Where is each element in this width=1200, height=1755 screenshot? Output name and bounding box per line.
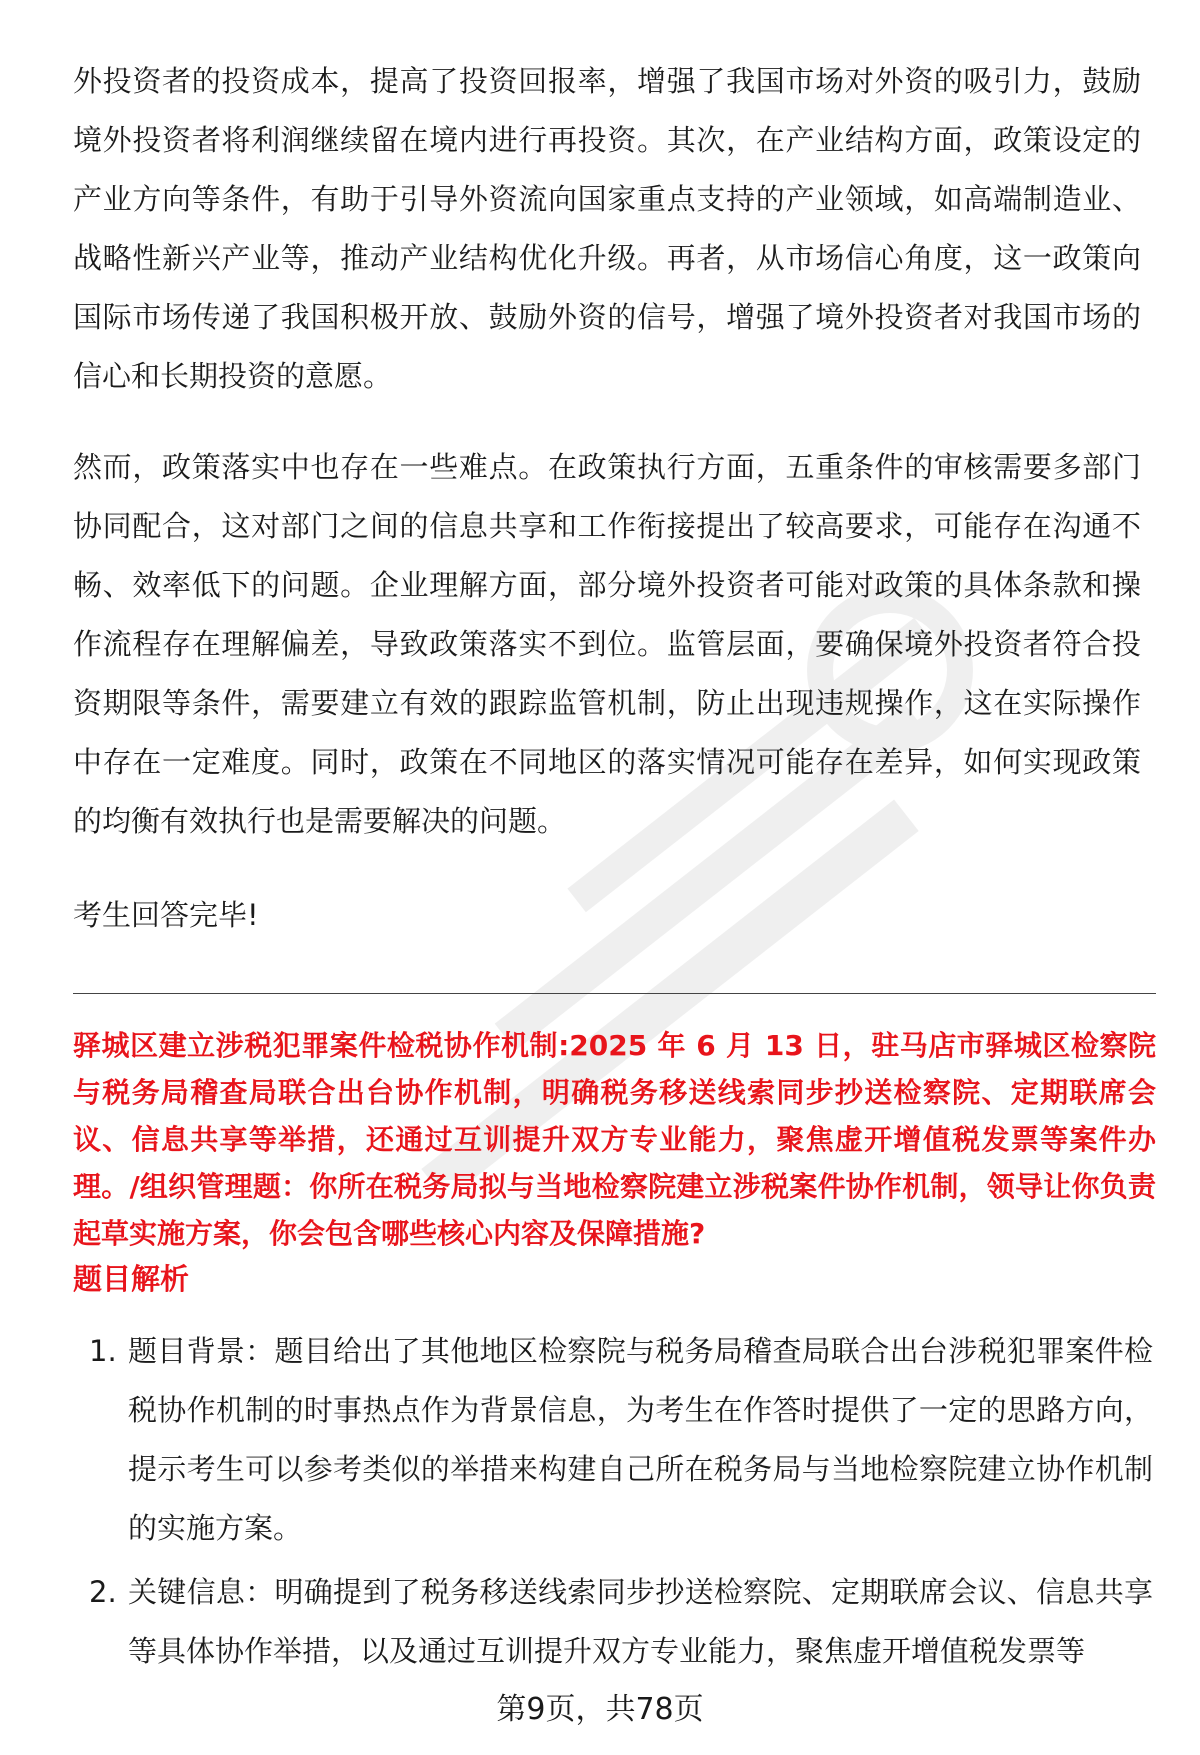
page-footer: 第9页，共78页 <box>496 1692 704 1727</box>
question-heading: 驿城区建立涉税犯罪案件检税协作机制:2025 年 6 月 13 日，驻马店市驿城区检察院与税务局稽查局联合出台协作机制，明确税务移送线索同步抄送检察院、定期联席会议、信息共享等举措，还通过互训提升双方专业能力，聚焦虚开增值税发票等案件办理。/组织管理题：你所在税务局拟与当地检察院建立涉税案件协作机制，领导让你负责起草实施方案，你会包含哪些核心内容及保障措施? <box>73 1029 1156 1250</box>
analysis-list <box>73 1322 1153 1686</box>
section-divider <box>73 993 1156 994</box>
body-paragraph-2: 然而，政策落实中也存在一些难点。在政策执行方面，五重条件的审核需要多部门协同配合，这对部门之间的信息共享和工作衔接提出了较高要求，可能存在沟通不畅、效率低下的问题。企业理解方面，部分境外投资者可能对政策的具体条款和操作流程存在理解偏差，导致政策落实不到位。监管层面，要确保境外投资者符合投资期限等条件，需要建立有效的跟踪监管机制，防止出现违规操作，这在实际操作中存在一定难度。同时，政策在不同地区的落实情况可能存在差异，如何实现政策的均衡有效执行也是需要解决的问题。 <box>73 450 1141 838</box>
list-number: 2. <box>89 1575 117 1609</box>
list-item-text: 关键信息：明确提到了税务移送线索同步抄送检察院、定期联席会议、信息共享等具体协作举措，以及通过互训提升双方专业能力，聚焦虚开增值税发票等 <box>128 1575 1153 1668</box>
list-item <box>73 1322 1153 1558</box>
answer-end-note: 考生回答完毕! <box>73 898 259 932</box>
list-number: 1. <box>89 1334 117 1368</box>
analysis-title: 题目解析 <box>73 1262 190 1296</box>
body-paragraph-1: 外投资者的投资成本，提高了投资回报率，增强了我国市场对外资的吸引力，鼓励境外投资者将利润继续留在境内进行再投资。其次，在产业结构方面，政策设定的产业方向等条件，有助于引导外资流向国家重点支持的产业领域，如高端制造业、战略性新兴产业等，推动产业结构优化升级。再者，从市场信心角度，这一政策向国际市场传递了我国积极开放、鼓励外资的信号，增强了境外投资者对我国市场的信心和长期投资的意愿。 <box>73 64 1141 393</box>
list-item <box>73 1563 1153 1681</box>
list-item-text: 题目背景：题目给出了其他地区检察院与税务局稽查局联合出台涉税犯罪案件检税协作机制的时事热点作为背景信息，为考生在作答时提供了一定的思路方向，提示考生可以参考类似的举措来构建自己所在税务局与当地检察院建立协作机制的实施方案。 <box>128 1334 1153 1545</box>
